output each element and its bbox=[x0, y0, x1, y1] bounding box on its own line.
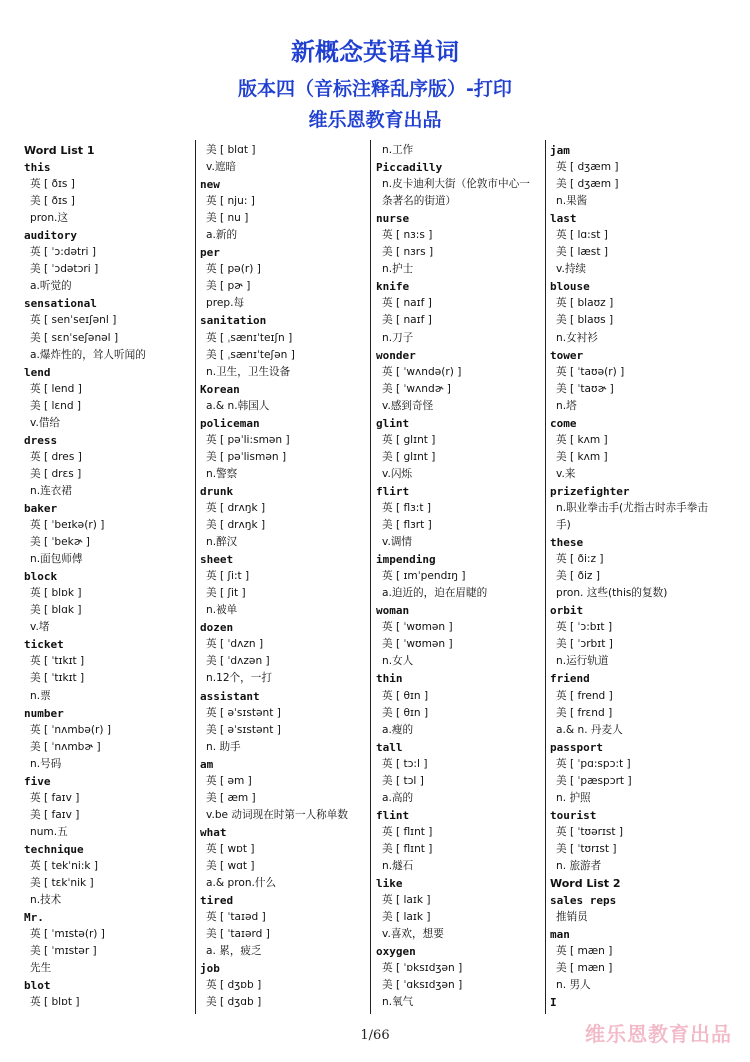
phonetic: 英 [ dres ] bbox=[30, 450, 82, 463]
vocab-word: ticket bbox=[24, 638, 64, 652]
vocab-word: jam bbox=[550, 144, 570, 157]
vocab-word: come bbox=[550, 416, 577, 430]
vocab-word: oxygen bbox=[376, 945, 416, 959]
phonetic: 英 [ θɪn ] bbox=[382, 689, 429, 702]
vocab-word: assistant bbox=[200, 689, 260, 703]
definition: pron. 这些(this的复数) bbox=[556, 587, 668, 600]
vocab-word: flirt bbox=[376, 484, 410, 498]
vocab-word: orbit bbox=[550, 604, 584, 618]
vocab-word: blot bbox=[24, 979, 51, 993]
phonetic: 美 [ læst ] bbox=[556, 246, 608, 259]
vocab-word: nurse bbox=[376, 212, 410, 226]
phonetic: 美 [ ˈtʊrɪst ] bbox=[556, 842, 617, 855]
definition: n.号码 bbox=[30, 757, 62, 770]
phonetic: 美 [ ˈɑksɪdʒən ] bbox=[382, 979, 463, 992]
vocab-word: five bbox=[24, 774, 51, 788]
vocab-word: like bbox=[376, 877, 403, 891]
phonetic: 美 [ blɑk ] bbox=[30, 604, 82, 617]
page-subtitle: 版本四（音标注释乱序版）-打印 bbox=[238, 78, 512, 100]
phonetic: 英 [ pə(r) ] bbox=[206, 263, 261, 276]
phonetic: 美 [ ˈwʊmən ] bbox=[382, 638, 453, 651]
vocab-word: sales reps bbox=[550, 894, 617, 908]
phonetic: 美 [ ˈdʌzən ] bbox=[206, 655, 270, 668]
definition: v.闪烁 bbox=[382, 467, 413, 480]
phonetic: 英 [ tɔ:l ] bbox=[382, 757, 428, 770]
phonetic: 美 [ sɛnˈseʃənəl ] bbox=[30, 331, 119, 344]
definition: v.be 动词现在时第一人称单数 bbox=[206, 808, 348, 821]
phonetic: 英 [ drʌŋk ] bbox=[206, 501, 266, 514]
vocab-word: prizefighter bbox=[550, 484, 630, 498]
vocab-word: passport bbox=[550, 740, 603, 754]
page-number: 1/66 bbox=[360, 1028, 390, 1043]
vocab-word: Korean bbox=[200, 382, 240, 396]
vocab-word: baker bbox=[24, 501, 58, 515]
vocab-word: Mr. bbox=[24, 911, 44, 925]
vocab-word: last bbox=[550, 212, 577, 226]
vocab-word: knife bbox=[376, 280, 410, 294]
phonetic: 英 [ dʒæm ] bbox=[556, 161, 619, 174]
phonetic: 英 [ ˈmɪstə(r) ] bbox=[30, 928, 105, 941]
definition: n.果酱 bbox=[556, 195, 588, 208]
vocab-word: wonder bbox=[376, 348, 416, 362]
vocab-word: block bbox=[24, 570, 58, 584]
definition: v.调情 bbox=[382, 536, 413, 549]
phonetic: 美 [ glɪnt ] bbox=[382, 450, 436, 463]
definition: n.面包师傅 bbox=[30, 553, 83, 566]
definition: a.高的 bbox=[382, 791, 414, 804]
phonetic: 美 [ ˈwʌndɚ ] bbox=[382, 382, 451, 395]
definition: a.迫近的，迫在眉睫的 bbox=[382, 587, 488, 600]
definition: n.警察 bbox=[206, 467, 238, 480]
phonetic: 英 [ nju: ] bbox=[206, 195, 255, 208]
column-2 bbox=[200, 142, 364, 1014]
phonetic: 美 [ drɛs ] bbox=[30, 467, 82, 480]
phonetic: 美 [ nu ] bbox=[206, 212, 249, 225]
definition: a.& n.韩国人 bbox=[206, 399, 270, 412]
column-4 bbox=[550, 142, 714, 1014]
phonetic: 美 [ æm ] bbox=[206, 791, 256, 804]
phonetic: 美 [ pɚ ] bbox=[206, 280, 251, 293]
phonetic: 英 [ frend ] bbox=[556, 689, 613, 702]
vocab-word: impending bbox=[376, 553, 436, 567]
vocab-word: technique bbox=[24, 842, 84, 856]
phonetic: 美 [ kʌm ] bbox=[556, 450, 608, 463]
phonetic: 美 [ wɑt ] bbox=[206, 859, 255, 872]
definition: 推销员 bbox=[556, 911, 588, 924]
definition: n. 男人 bbox=[556, 979, 591, 992]
phonetic: 英 [ ˈtʊərɪst ] bbox=[556, 825, 624, 838]
phonetic: 美 [ naɪf ] bbox=[382, 314, 432, 327]
vocab-word: am bbox=[200, 757, 214, 771]
definition: n.运行轨道 bbox=[556, 655, 609, 668]
definition: num.五 bbox=[30, 825, 68, 838]
watermark-logo: 维乐恩教育出品 bbox=[585, 1022, 732, 1046]
phonetic: 美 [ ˈtaɪərd ] bbox=[206, 928, 270, 941]
phonetic: 美 [ lɛnd ] bbox=[30, 399, 82, 412]
phonetic: 英 [ blɒt ] bbox=[30, 996, 80, 1009]
definition: n.12个，一打 bbox=[206, 672, 272, 685]
vocab-word: blouse bbox=[550, 280, 590, 294]
vocab-word: auditory bbox=[24, 229, 77, 243]
vocab-word: these bbox=[550, 536, 584, 550]
definition: n.女衬衫 bbox=[556, 331, 598, 344]
phonetic: 英 [ ˈɔ:dətri ] bbox=[30, 246, 96, 259]
phonetic: 英 [ pəˈli:smən ] bbox=[206, 433, 290, 446]
phonetic: 美 [ flɜrt ] bbox=[382, 519, 432, 532]
definition: n.职业拳击手(尤指古时赤手拳击手) bbox=[556, 501, 708, 532]
definition: v.持续 bbox=[556, 263, 587, 276]
phonetic: 英 [ laɪk ] bbox=[382, 894, 431, 907]
phonetic: 美 [ əˈsɪstənt ] bbox=[206, 723, 281, 736]
definition: a. 累，疲乏 bbox=[206, 945, 262, 958]
definition: a.& pron.什么 bbox=[206, 877, 277, 890]
definition: v.喜欢，想要 bbox=[382, 928, 444, 941]
definition: n.氧气 bbox=[382, 996, 414, 1009]
phonetic: 美 [ θɪn ] bbox=[382, 706, 429, 719]
definition: n.卫生，卫生设备 bbox=[206, 365, 291, 378]
phonetic: 英 [ ði:z ] bbox=[556, 553, 604, 566]
phonetic: 英 [ mæn ] bbox=[556, 945, 613, 958]
vocab-word: tower bbox=[550, 348, 584, 362]
phonetic: 美 [ ˈnʌmbɚ ] bbox=[30, 740, 101, 753]
definition: n.刀子 bbox=[382, 331, 414, 344]
phonetic: 英 [ wɒt ] bbox=[206, 842, 255, 855]
phonetic: 美 [ ˈɔdətɔri ] bbox=[30, 263, 99, 276]
phonetic: 英 [ ˈnʌmbə(r) ] bbox=[30, 723, 112, 736]
phonetic: 美 [ faɪv ] bbox=[30, 808, 80, 821]
phonetic: 英 [ ˈtaɪəd ] bbox=[206, 911, 266, 924]
phonetic: 美 [ ˈpæspɔrt ] bbox=[556, 774, 632, 787]
phonetic: 英 [ əm ] bbox=[206, 774, 252, 787]
phonetic: 美 [ tɛkˈnik ] bbox=[30, 877, 94, 890]
phonetic: 美 [ drʌŋk ] bbox=[206, 519, 266, 532]
vocab-word: job bbox=[200, 962, 220, 976]
definition: n.燧石 bbox=[382, 859, 414, 872]
vocab-word: sheet bbox=[200, 553, 234, 567]
column-divider bbox=[195, 140, 196, 1014]
definition: n. 护照 bbox=[556, 791, 591, 804]
phonetic: 美 [ blɑt ] bbox=[206, 144, 256, 156]
definition: n. 助手 bbox=[206, 740, 241, 753]
definition: n.工作 bbox=[382, 144, 414, 156]
phonetic: 英 [ blɒk ] bbox=[30, 587, 82, 600]
phonetic: 美 [ tɔl ] bbox=[382, 774, 424, 787]
definition: v.来 bbox=[556, 467, 576, 480]
phonetic: 英 [ ˈwʊmən ] bbox=[382, 621, 453, 634]
vocab-word: woman bbox=[376, 604, 410, 618]
definition: a.& n. 丹麦人 bbox=[556, 723, 623, 736]
vocab-word: tourist bbox=[550, 808, 597, 822]
vocab-word: new bbox=[200, 178, 220, 192]
phonetic: 美 [ ˈtɪkɪt ] bbox=[30, 672, 85, 685]
definition: 先生 bbox=[30, 962, 52, 975]
phonetic: 英 [ faɪv ] bbox=[30, 791, 80, 804]
definition: n.连衣裙 bbox=[30, 484, 72, 497]
vocab-word: drunk bbox=[200, 484, 234, 498]
phonetic: 英 [ ˈbeɪkə(r) ] bbox=[30, 519, 105, 532]
phonetic: 美 [ ˈbekɚ ] bbox=[30, 536, 90, 549]
phonetic: 英 [ ˈpɑ:spɔ:t ] bbox=[556, 757, 631, 770]
phonetic: 英 [ ˈwʌndə(r) ] bbox=[382, 365, 462, 378]
column-divider bbox=[370, 140, 371, 1014]
phonetic: 英 [ blaʊz ] bbox=[556, 297, 614, 310]
phonetic: 英 [ ˈtaʊə(r) ] bbox=[556, 365, 625, 378]
phonetic: 英 [ ɪmˈpendɪŋ ] bbox=[382, 570, 466, 583]
phonetic: 美 [ ˌsænɪˈteʃən ] bbox=[206, 348, 295, 361]
vocab-word: flint bbox=[376, 808, 410, 822]
definition: v.遮暗 bbox=[206, 161, 237, 174]
phonetic: 英 [ ˈɒksɪdʒən ] bbox=[382, 962, 463, 975]
page-header bbox=[0, 40, 750, 130]
phonetic: 英 [ ˈdʌzn ] bbox=[206, 638, 264, 651]
column-divider bbox=[545, 140, 546, 1014]
definition: v.借给 bbox=[30, 416, 61, 429]
vocab-word: lend bbox=[24, 365, 51, 379]
phonetic: 美 [ ˈtaʊɚ ] bbox=[556, 382, 614, 395]
phonetic: 英 [ ˌsænɪˈteɪʃn ] bbox=[206, 331, 293, 344]
phonetic: 美 [ pəˈlismən ] bbox=[206, 450, 287, 463]
vocab-word: number bbox=[24, 706, 64, 720]
column-3 bbox=[376, 142, 540, 1014]
vocab-word: what bbox=[200, 825, 227, 839]
phonetic: 英 [ ˈɔ:bɪt ] bbox=[556, 621, 613, 634]
phonetic: 美 [ frɛnd ] bbox=[556, 706, 613, 719]
word-list-heading: Word List 1 bbox=[24, 144, 95, 157]
phonetic: 美 [ mæn ] bbox=[556, 962, 613, 975]
vocab-word: this bbox=[24, 161, 51, 175]
vocab-word: tall bbox=[376, 740, 403, 754]
vocab-word: sensational bbox=[24, 297, 97, 311]
vocab-word: sanitation bbox=[200, 314, 267, 328]
definition: n. 旅游者 bbox=[556, 859, 602, 872]
phonetic: 美 [ dʒæm ] bbox=[556, 178, 619, 191]
phonetic: 美 [ dʒɑb ] bbox=[206, 996, 262, 1009]
phonetic: 英 [ glɪnt ] bbox=[382, 433, 436, 446]
definition: a.爆炸性的，耸人听闻的 bbox=[30, 348, 146, 361]
word-list-columns bbox=[24, 140, 724, 1016]
vocab-word: tired bbox=[200, 894, 234, 908]
phonetic: 英 [ naɪf ] bbox=[382, 297, 432, 310]
vocab-word: per bbox=[200, 246, 220, 260]
phonetic: 英 [ nɜ:s ] bbox=[382, 229, 433, 242]
phonetic: 美 [ ˈɔrbɪt ] bbox=[556, 638, 613, 651]
definition: n.被单 bbox=[206, 604, 238, 617]
vocab-word: dozen bbox=[200, 621, 234, 635]
phonetic: 英 [ flɜ:t ] bbox=[382, 501, 431, 514]
phonetic: 英 [ senˈseɪʃənl ] bbox=[30, 314, 117, 327]
phonetic: 美 [ blaʊs ] bbox=[556, 314, 614, 327]
column-1 bbox=[24, 142, 188, 1014]
publisher-line: 维乐恩教育出品 bbox=[308, 109, 442, 131]
definition: v.感到奇怪 bbox=[382, 399, 434, 412]
vocab-word: man bbox=[550, 928, 570, 942]
vocab-word: friend bbox=[550, 672, 590, 686]
phonetic: 英 [ ˈtɪkɪt ] bbox=[30, 655, 85, 668]
definition: n.女人 bbox=[382, 655, 414, 668]
phonetic: 英 [ ðɪs ] bbox=[30, 178, 75, 191]
vocab-word: I bbox=[550, 996, 557, 1010]
phonetic: 美 [ ʃit ] bbox=[206, 587, 246, 600]
phonetic: 美 [ flɪnt ] bbox=[382, 842, 433, 855]
vocab-word: dress bbox=[24, 433, 58, 447]
definition: n.票 bbox=[30, 689, 51, 702]
definition: v.堵 bbox=[30, 621, 50, 634]
definition: n.塔 bbox=[556, 399, 577, 412]
definition: n.皮卡迪利大街（伦敦市中心一条著名的街道） bbox=[382, 178, 530, 208]
phonetic: 英 [ flɪnt ] bbox=[382, 825, 433, 838]
phonetic: 美 [ ðɪs ] bbox=[30, 195, 75, 208]
phonetic: 美 [ nɜrs ] bbox=[382, 246, 434, 259]
vocab-word: thin bbox=[376, 672, 403, 686]
phonetic: 英 [ əˈsɪstənt ] bbox=[206, 706, 281, 719]
vocab-word: glint bbox=[376, 416, 410, 430]
definition: prep.每 bbox=[206, 297, 245, 310]
phonetic: 美 [ ˈmɪstər ] bbox=[30, 945, 97, 958]
definition: n.技术 bbox=[30, 894, 62, 907]
vocab-word: Piccadilly bbox=[376, 161, 443, 175]
phonetic: 美 [ laɪk ] bbox=[382, 911, 431, 924]
phonetic: 英 [ lend ] bbox=[30, 382, 82, 395]
phonetic: 英 [ ʃi:t ] bbox=[206, 570, 250, 583]
definition: a.听觉的 bbox=[30, 280, 72, 293]
phonetic: 英 [ kʌm ] bbox=[556, 433, 608, 446]
vocab-word: policeman bbox=[200, 416, 260, 430]
page-title: 新概念英语单词 bbox=[291, 38, 459, 66]
definition: n.醉汉 bbox=[206, 536, 238, 549]
definition: pron.这 bbox=[30, 212, 69, 225]
definition: n.护士 bbox=[382, 263, 414, 276]
phonetic: 英 [ dʒɒb ] bbox=[206, 979, 262, 992]
word-list-heading: Word List 2 bbox=[550, 877, 621, 891]
definition: a.瘦的 bbox=[382, 723, 414, 736]
phonetic: 美 [ ðiz ] bbox=[556, 570, 600, 583]
definition: a.新的 bbox=[206, 229, 238, 242]
phonetic: 英 [ tekˈni:k ] bbox=[30, 859, 99, 872]
phonetic: 英 [ lɑ:st ] bbox=[556, 229, 608, 242]
